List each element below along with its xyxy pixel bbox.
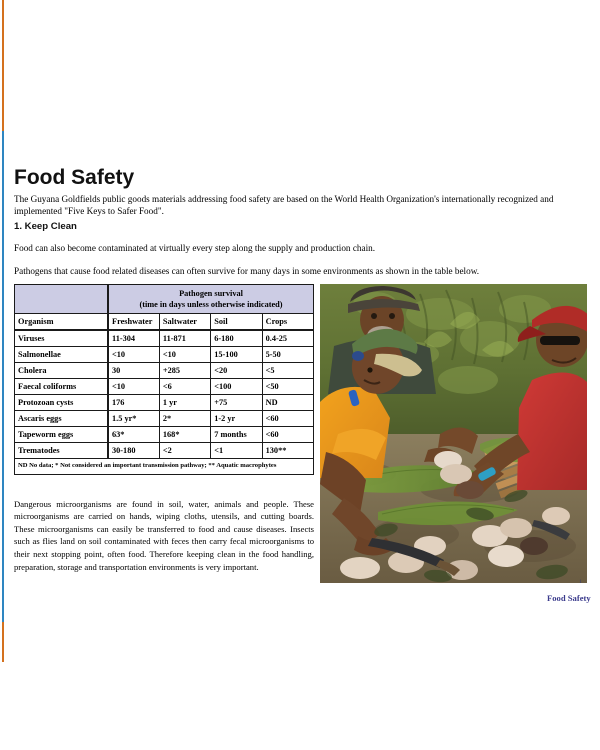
cell-crops: <60 [262, 427, 313, 443]
cell-crops: 0.4-25 [262, 330, 313, 347]
cell-organism: Cholera [15, 363, 109, 379]
cell-freshwater: 63* [108, 427, 159, 443]
cell-organism: Protozoan cysts [15, 395, 109, 411]
cell-freshwater: <10 [108, 379, 159, 395]
footer-title: Food Safety [547, 593, 591, 603]
cell-soil: <100 [211, 379, 262, 395]
cell-crops: <50 [262, 379, 313, 395]
cell-freshwater: 11-304 [108, 330, 159, 347]
column-header-organism: Organism [15, 314, 109, 331]
cell-saltwater: 168* [159, 427, 210, 443]
cell-crops: <60 [262, 411, 313, 427]
cell-organism: Viruses [15, 330, 109, 347]
cell-saltwater: <10 [159, 347, 210, 363]
table-row [15, 443, 314, 459]
cell-freshwater: 30 [108, 363, 159, 379]
cell-organism: Faecal coliforms [15, 379, 109, 395]
column-header-saltwater: Saltwater [159, 314, 210, 331]
table-group-header-line1: Pathogen survival [179, 289, 243, 298]
cell-saltwater: <2 [159, 443, 210, 459]
table-row [15, 363, 314, 379]
table-row [15, 427, 314, 443]
table-lead-paragraph: Pathogens that cause food related diseases can often survive for many days in some environments as shown in the table below. [14, 266, 480, 277]
table-row [15, 330, 314, 347]
cell-crops: 130** [262, 443, 313, 459]
cell-freshwater: 1.5 yr* [108, 411, 159, 427]
cell-soil: <20 [211, 363, 262, 379]
table-row [15, 347, 314, 363]
table-row [15, 411, 314, 427]
column-header-crops: Crops [262, 314, 313, 331]
footer-page-number: 1 [579, 579, 582, 585]
cell-freshwater: 176 [108, 395, 159, 411]
cell-soil: +75 [211, 395, 262, 411]
cell-organism: Salmonellae [15, 347, 109, 363]
column-header-soil: Soil [211, 314, 262, 331]
section-paragraph: Food can also become contaminated at virtually every step along the supply and production chain. [14, 243, 376, 254]
cell-soil: 1-2 yr [211, 411, 262, 427]
cell-organism: Trematodes [15, 443, 109, 459]
cell-saltwater: 1 yr [159, 395, 210, 411]
section-heading-keep-clean: 1. Keep Clean [14, 221, 77, 232]
body-paragraph: Dangerous microorganisms are found in soil, water, animals and people. These microorganisms are carried on hands, wiping cloths, utensils, and cutting boards. These microorganisms can easily be transferred to food and cause diseases. Insects such as flies land on soil contaminated with feces then carry fecal microorganisms to their next stopping point, often food. Therefore keeping clean in the food handling, preparation, storage and transportation environments is very important. [14, 498, 314, 572]
table-body [15, 330, 314, 475]
cell-saltwater: +285 [159, 363, 210, 379]
table-group-header-row [15, 285, 314, 314]
cell-soil: <1 [211, 443, 262, 459]
cell-saltwater: 2* [159, 411, 210, 427]
cell-soil: 15-100 [211, 347, 262, 363]
page-title: Food Safety [14, 166, 135, 190]
table-group-header-cell [108, 285, 314, 314]
table-footnote-row [15, 459, 314, 475]
table-group-header-line2: (time in days unless otherwise indicated) [139, 300, 283, 309]
pathogen-survival-table [14, 284, 314, 475]
photo-food-handling [320, 284, 587, 583]
table-row [15, 379, 314, 395]
cell-organism: Tapeworm eggs [15, 427, 109, 443]
cell-soil: 6-180 [211, 330, 262, 347]
cell-crops: 5-50 [262, 347, 313, 363]
cell-organism: Ascaris eggs [15, 411, 109, 427]
cell-saltwater: <6 [159, 379, 210, 395]
table-column-header-row [15, 314, 314, 331]
cell-freshwater: 30-180 [108, 443, 159, 459]
table-header [15, 285, 314, 331]
table-row [15, 395, 314, 411]
intro-paragraph: The Guyana Goldfields public goods materials addressing food safety are based on the World Health Organization's internationally recognized and implemented "Five Keys to Safer Food". [14, 194, 554, 217]
cell-soil: 7 months [211, 427, 262, 443]
cell-crops: ND [262, 395, 313, 411]
cell-saltwater: 11-871 [159, 330, 210, 347]
cell-freshwater: <10 [108, 347, 159, 363]
table-footnote: ND No data; * Not considered an important transmission pathway; ** Aquatic macrophytes [15, 459, 314, 475]
cell-crops: <5 [262, 363, 313, 379]
column-header-freshwater: Freshwater [108, 314, 159, 331]
table-header-blank-cell [15, 285, 109, 314]
